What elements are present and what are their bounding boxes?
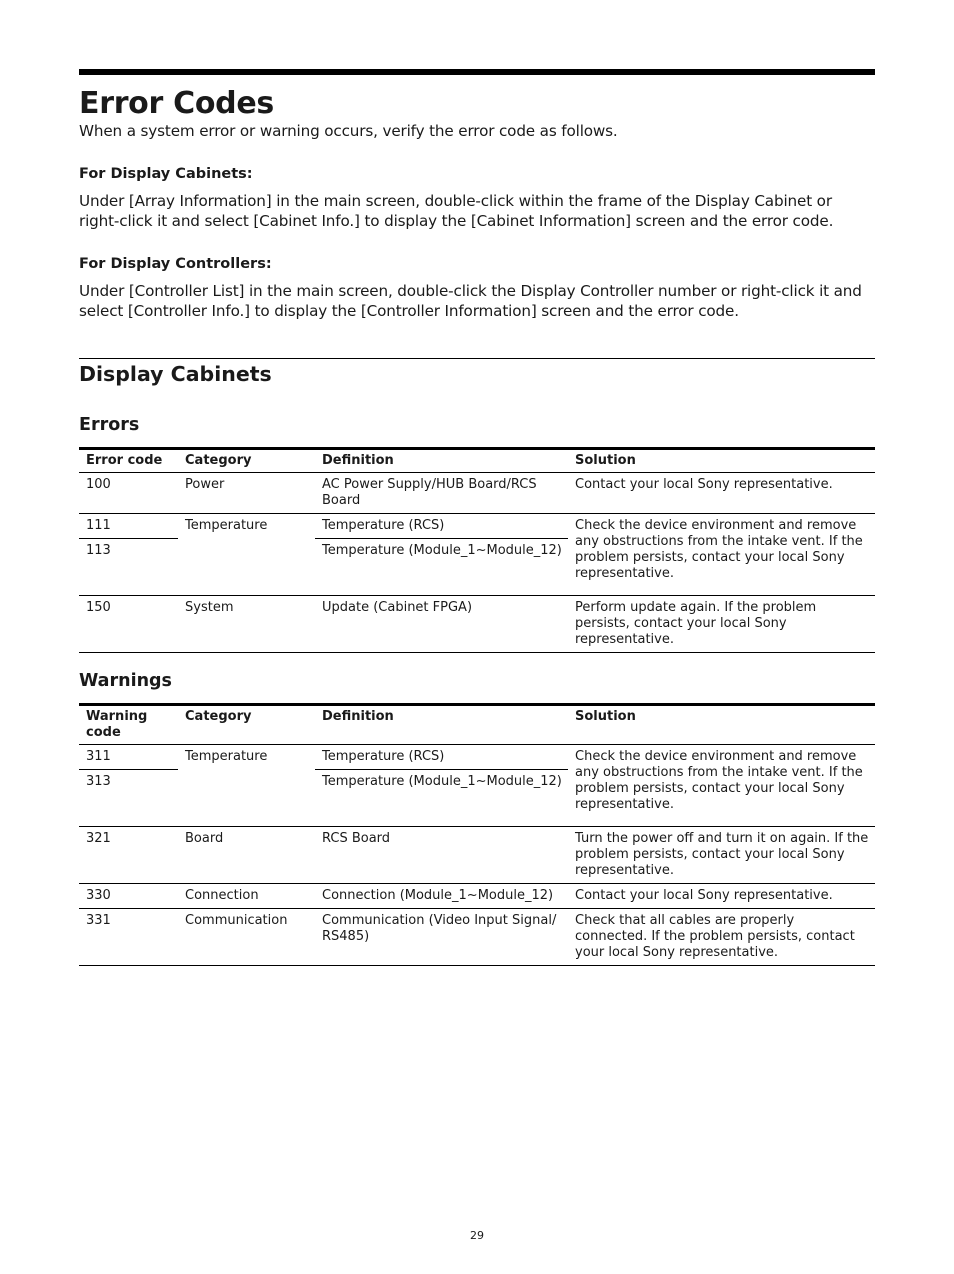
table-row	[79, 827, 875, 884]
cabinets-heading: For Display Cabinets:	[79, 166, 253, 182]
solution: Check the device environment and remove any obstructions from the intake vent. If the problem persists, contact your local Sony representative.	[568, 745, 875, 827]
table-row	[79, 514, 875, 539]
solution: Perform update again. If the problem persists, contact your local Sony representative.	[568, 596, 875, 653]
category: Connection	[178, 884, 315, 909]
category: System	[178, 596, 315, 653]
warning-code: 331	[79, 909, 178, 966]
document-page	[79, 69, 875, 966]
table-header-row	[79, 449, 875, 473]
solution: Check that all cables are properly connected. If the problem persists, contact your local Sony representative.	[568, 909, 875, 966]
warnings-heading: Warnings	[79, 671, 172, 691]
section-title: Display Cabinets	[79, 362, 272, 386]
warnings-table	[79, 703, 875, 966]
table-header-row	[79, 705, 875, 745]
column-header: Solution	[568, 705, 875, 745]
definition: Update (Cabinet FPGA)	[315, 596, 568, 653]
column-header: Definition	[315, 705, 568, 745]
warning-code: 321	[79, 827, 178, 884]
category: Board	[178, 827, 315, 884]
top-rule	[79, 69, 875, 75]
intro-text: When a system error or warning occurs, verify the error code as follows.	[79, 122, 618, 140]
page-title: Error Codes	[79, 86, 274, 121]
cabinets-text: Under [Array Information] in the main screen, double-click within the frame of the Display Cabinet or right-click it and select [Cabinet Info.] to display the [Cabinet Information] screen and the error code.	[79, 192, 834, 230]
table-row	[79, 596, 875, 653]
solution: Contact your local Sony representative.	[568, 884, 875, 909]
controllers-text: Under [Controller List] in the main screen, double-click the Display Controller number or right-click it and select [Controller Info.] to display the [Controller Information] screen and the error code.	[79, 282, 862, 320]
error-code: 100	[79, 473, 178, 514]
solution: Contact your local Sony representative.	[568, 473, 875, 514]
table-row	[79, 909, 875, 966]
column-header: Error code	[79, 449, 178, 473]
errors-table	[79, 447, 875, 653]
table-row	[79, 473, 875, 514]
table-row	[79, 884, 875, 909]
warning-code: 311	[79, 745, 178, 770]
error-code: 150	[79, 596, 178, 653]
definition: RCS Board	[315, 827, 568, 884]
column-header: Warning code	[79, 705, 178, 745]
controllers-heading: For Display Controllers:	[79, 256, 272, 272]
warning-code: 313	[79, 770, 178, 827]
warning-code: 330	[79, 884, 178, 909]
definition: Temperature (RCS)	[315, 514, 568, 539]
definition: Connection (Module_1~Module_12)	[315, 884, 568, 909]
error-code: 113	[79, 539, 178, 596]
solution: Turn the power off and turn it on again. If the problem persists, contact your local Sony representative.	[568, 827, 875, 884]
definition: Communication (Video Input Signal/ RS485)	[315, 909, 568, 966]
definition: Temperature (Module_1~Module_12)	[315, 770, 568, 827]
definition: AC Power Supply/HUB Board/RCS Board	[315, 473, 568, 514]
error-code: 111	[79, 514, 178, 539]
errors-heading: Errors	[79, 415, 140, 435]
solution: Check the device environment and remove any obstructions from the intake vent. If the problem persists, contact your local Sony representative.	[568, 514, 875, 596]
category: Power	[178, 473, 315, 514]
category: Temperature	[178, 745, 315, 827]
section-rule	[79, 358, 875, 359]
column-header: Solution	[568, 449, 875, 473]
column-header: Category	[178, 449, 315, 473]
definition: Temperature (RCS)	[315, 745, 568, 770]
category: Temperature	[178, 514, 315, 596]
table-row	[79, 745, 875, 770]
category: Communication	[178, 909, 315, 966]
page-number: 29	[470, 1229, 484, 1242]
column-header: Definition	[315, 449, 568, 473]
column-header: Category	[178, 705, 315, 745]
definition: Temperature (Module_1~Module_12)	[315, 539, 568, 596]
